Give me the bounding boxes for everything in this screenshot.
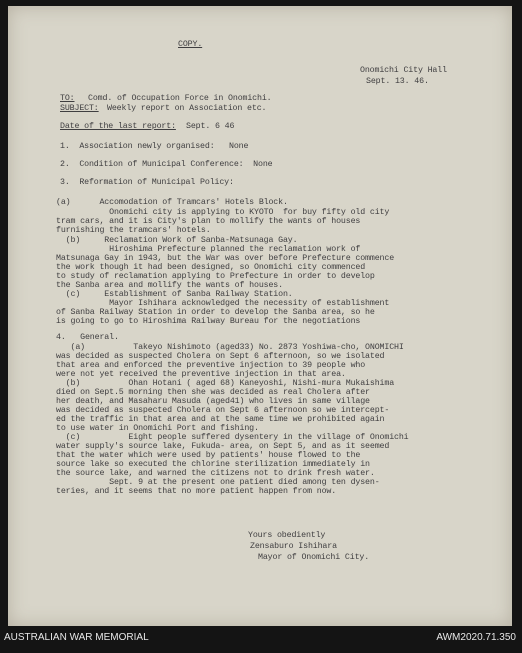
body-line: (c) Eight people suffered dysentery in the village of Onomichi	[56, 433, 409, 442]
body-line: to study of reclamation applying to Prefecture in order to develop	[56, 272, 375, 281]
body-line: is going to go to Hiroshima Railway Bureau for the negotiations	[56, 317, 361, 326]
sender: Onomichi City Hall	[360, 66, 447, 75]
signatory-name: Zensaburo Ishihara	[250, 542, 337, 551]
body-line: (a) Accomodation of Tramcars' Hotels Block.	[56, 198, 288, 207]
to-label: TO:	[60, 94, 75, 103]
footer-institution: AUSTRALIAN WAR MEMORIAL	[4, 632, 149, 643]
subject-text: Weekly report on Association etc.	[107, 104, 267, 113]
body-line: the source lake, and warned the citizens not to drink fresh water.	[56, 469, 375, 478]
body-line: were not yet received the preventive injection in that area.	[56, 370, 346, 379]
body-line: (b) Ohan Hotani ( aged 68) Kaneyoshi, Nishi-mura Mukaishima	[56, 379, 395, 388]
item-2: 2. Condition of Municipal Conference: None	[60, 160, 273, 169]
body-line: teries, and it seems that no more patient happen from now.	[56, 487, 337, 496]
body-line: (c) Establishment of Sanba Railway Station.	[56, 290, 293, 299]
body-line: tram cars, and it is City's plan to mollify the wants of houses	[56, 217, 361, 226]
body-line: Mayor Ishihara acknowledged the necessity of establishment	[56, 299, 390, 308]
letter-date: Sept. 13. 46.	[366, 77, 429, 86]
closing: Yours obediently	[248, 531, 326, 540]
body-line: Onomichi city is applying to KYOTO for buy fifty old city	[56, 208, 390, 217]
body-line: Hiroshima Prefecture planned the reclamation work of	[56, 245, 361, 254]
to-text: Comd. of Occupation Force in Onomichi.	[88, 94, 272, 103]
body-line: that area and enforced the preventive injection to 39 people who	[56, 361, 366, 370]
body-line: to use water in Onomichi Port and fishing.	[56, 424, 259, 433]
body-line: source lake so executed the chlorine sterilization immediately in	[56, 460, 370, 469]
body-line: (a) Takeyo Nishimoto (aged33) No. 2873 Yoshiwa-cho, ONOMICHI	[56, 343, 404, 352]
body-line: furnishing the tramcars' hotels.	[56, 226, 211, 235]
body-line: Matsunaga Gay in 1943, but the War was over before Prefecture commence	[56, 254, 395, 263]
body-line: Sept. 9 at the present one patient died among ten dysen-	[56, 478, 380, 487]
item-1: 1. Association newly organised: None	[60, 142, 249, 151]
document-page	[8, 6, 512, 626]
body-line: (b) Reclamation Work of Sanba-Matsunaga Gay.	[56, 236, 298, 245]
footer-accession-number: AWM2020.71.350	[436, 632, 516, 643]
subject-label: SUBJECT:	[60, 104, 99, 113]
item-3: 3. Reformation of Municipal Policy:	[60, 178, 234, 187]
body-line: water supply's source lake, Fukuda- area, on Sept 5, and as it seemed	[56, 442, 390, 451]
body-line: that the water which were used by patients' house flowed to the	[56, 451, 361, 460]
body-line: was decided as suspected Cholera on Sept 6 afternoon, so we isolated	[56, 352, 385, 361]
last-report-label: Date of the last report:	[60, 122, 176, 131]
body-line: 4. General.	[56, 333, 119, 342]
signatory-title: Mayor of Onomichi City.	[258, 553, 370, 562]
body-line: the work though it had been designed, so Onomichi city commenced	[56, 263, 366, 272]
body-line: the Sanba area and mollify the wants of houses.	[56, 281, 283, 290]
body-line: was decided as suspected Cholera on Sept 6 afternoon so we intercept-	[56, 406, 390, 415]
last-report-date: Sept. 6 46	[186, 122, 235, 131]
body-line: of Sanba Railway Station in order to develop the Sanba area, so he	[56, 308, 375, 317]
copy-heading: COPY.	[178, 40, 203, 49]
body-line: her death, and Masaharu Masuda (aged41) who lives in same village	[56, 397, 370, 406]
body-line: died on Sept.5 morning then she was decided as real Cholera after	[56, 388, 370, 397]
body-line: ed the traffic in that area and at the same time we prohibited again	[56, 415, 385, 424]
